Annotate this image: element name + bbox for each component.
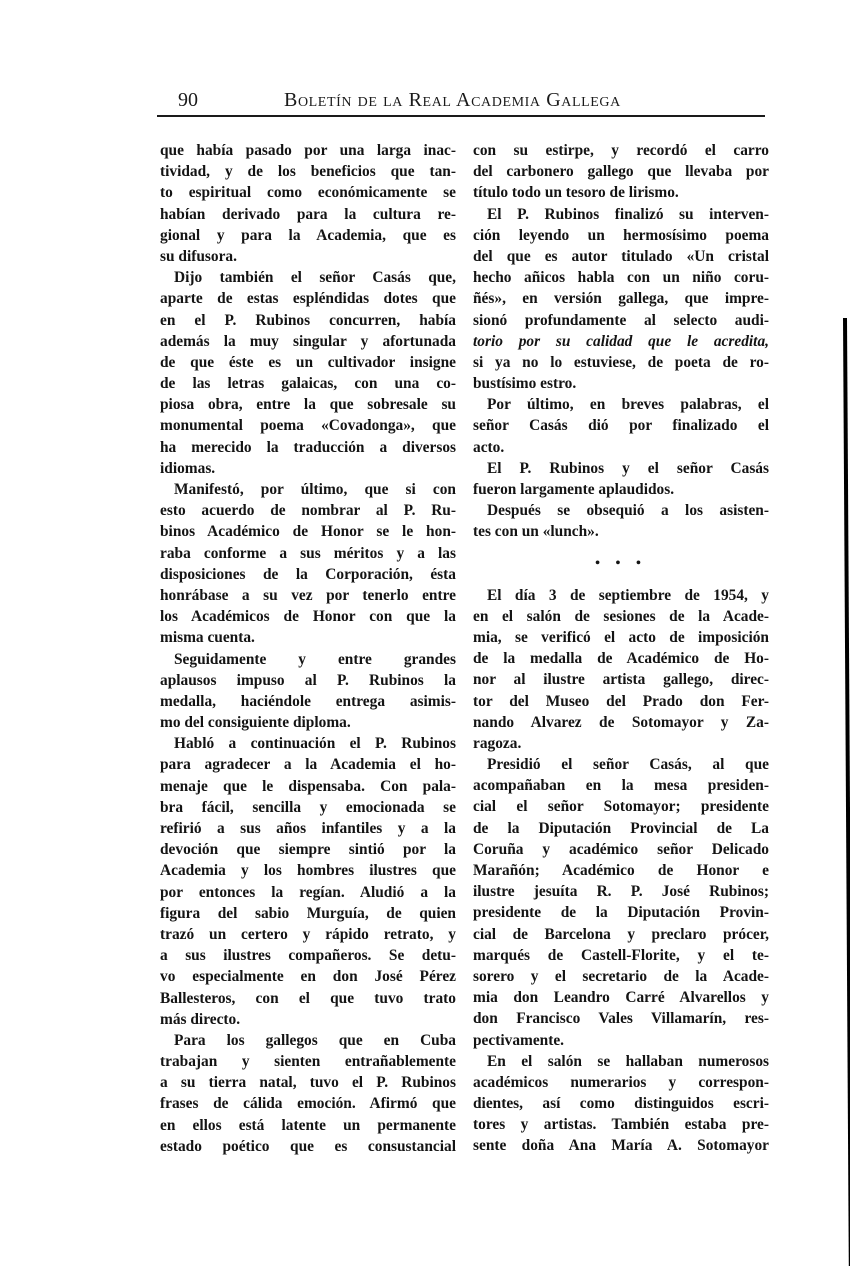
text-line: figura del sabio Murguía, de quien [160,904,456,922]
text-line: de la Diputación Provincial de La [473,819,769,837]
text-line: El P. Rubinos y el señor Casás [487,459,769,477]
text-line: marqués de Castell-Florite, y el te- [473,946,769,964]
text-line: trazó un certero y rápido retrato, y [160,925,456,943]
text-line: monumental poema «Covadonga», que [160,417,456,435]
text-line: si ya no lo estuviese, de poeta de ro- [473,353,769,371]
section-break-ornament: • • • [595,555,647,571]
text-line: de la medalla de Académico de Ho- [473,650,769,668]
text-line: El P. Rubinos finalizó su interven- [487,205,769,223]
right-column-part-1 [473,140,769,543]
text-line: esto acuerdo de nombrar al P. Ru- [160,502,456,520]
text-line: aparte de estas espléndidas dotes que [160,290,456,308]
text-line: de las letras galaicas, con una co- [160,375,456,393]
text-line: menaje que le dispensaba. Con pala- [160,777,456,795]
text-line: torio por su calidad que le acredita, [473,332,769,350]
text-line: trabajan y sienten entrañablemente [160,1053,456,1071]
text-line: cial de Barcelona y preclaro prócer, [473,925,769,943]
text-line: que había pasado por una larga inac- [160,142,456,159]
text-line: título todo un tesoro de lirismo. [473,184,679,202]
text-line: su difusora. [160,247,237,265]
text-line: de que éste es un cultivador insigne [160,353,456,371]
text-line: nando Alvarez de Sotomayor y Za- [473,713,769,731]
text-line: ñés», en versión gallega, que impre- [473,290,769,308]
text-line: El día 3 de septiembre de 1954, y [487,586,769,604]
text-line: ilustre jesuíta R. P. José Rubinos; [473,883,769,901]
text-line: sente doña Ana María A. Sotomayor [473,1137,769,1155]
text-line: to espiritual como económicamente se [160,184,456,202]
text-line: bra fácil, sencilla y emocionada se [160,798,456,816]
text-line: a su tierra natal, tuvo el P. Rubinos [160,1074,456,1092]
text-line: Dijo también el señor Casás que, [174,269,456,287]
text-line: piosa obra, entre la que sobresale su [160,396,456,414]
right-column [473,140,769,1157]
text-line: Seguidamente y entre grandes [174,650,456,668]
text-line: a sus ilustres compañeros. Se detu- [160,947,456,965]
text-line: más directo. [160,1010,241,1028]
scan-edge-line [843,318,850,1266]
text-line: hecho añicos habla con un niño coru- [473,269,769,287]
text-line: Ballesteros, con el que tuvo trato [160,989,456,1007]
text-line: por entonces la regían. Aludió a la [160,883,456,901]
text-line: raba conforme a sus méritos y a las [160,544,456,562]
text-line: con su estirpe, y recordó el carro [473,142,769,159]
text-line: frases de cálida emoción. Afirmó que [160,1095,456,1113]
text-line: Marañón; Académico de Honor e [473,862,769,879]
text-line: presidente de la Diputación Provin- [473,904,769,922]
text-line: dientes, así como distinguidos escri- [473,1095,769,1113]
text-line: refirió a sus años infantiles y a la [160,820,456,837]
text-line: Academia y los hombres ilustres que [160,862,456,880]
text-line: tes con un «lunch». [473,523,599,541]
text-line: fueron largamente aplaudidos. [473,481,675,498]
text-line: binos Académico de Honor se le hon- [160,523,456,541]
text-line: cial el señor Sotomayor; presidente [473,798,769,816]
text-line: mo del consiguiente diploma. [160,714,351,732]
text-line: Por último, en breves palabras, el [487,396,769,414]
page-number: 90 [178,89,198,111]
text-line: medalla, haciéndole entrega asimis- [160,692,456,710]
text-line: aplausos impuso al P. Rubinos la [160,671,456,689]
text-line: del que es autor titulado «Un cristal [473,247,769,265]
text-line: mia don Leandro Carré Alvarellos y [473,989,769,1007]
text-line: estado poético que es consustancial [160,1137,456,1155]
header-rule [157,115,765,117]
text-line: Presidió el señor Casás, al que [487,756,769,774]
text-line: bustísimo estro. [473,375,577,393]
text-line: en el salón de sesiones de la Acade- [473,607,769,625]
text-line: acto. [473,438,505,456]
text-line: sionó profundamente al selecto audi- [473,311,769,329]
text-line: Manifestó, por último, que si con [174,481,456,498]
text-line: En el salón se hallaban numerosos [487,1052,769,1070]
running-header [160,88,768,112]
text-line: pectivamente. [473,1031,565,1049]
text-line: en el P. Rubinos concurren, había [160,311,456,329]
text-line: ha merecido la traducción a diversos [160,438,456,456]
text-line: mia, se verificó el acto de imposición [473,628,769,646]
text-line: tividad, y de los beneficios que tan- [160,163,456,181]
text-line: académicos numerarios y correspon- [473,1073,769,1091]
text-line: del carbonero gallego que llevaba por [473,163,769,181]
right-column-part-2 [473,585,769,1157]
text-line: don Francisco Vales Villamarín, res- [473,1010,769,1028]
text-line: idiomas. [160,459,216,477]
text-line: señor Casás dió por finalizado el [473,417,769,435]
text-line: Coruña y académico señor Delicado [473,840,769,858]
text-line: vo especialmente en don José Pérez [160,968,456,986]
text-line: nor al ilustre artista gallego, direc- [473,671,769,689]
text-line: devoción que siempre sintió por la [160,841,456,859]
text-line: Después se obsequió a los asisten- [487,502,769,520]
text-line: tores y artistas. También estaba pre- [473,1116,769,1134]
text-line: los Académicos de Honor con que la [160,608,456,626]
running-title: Boletín de la Real Academia Gallega [284,89,621,111]
text-line: ción leyendo un hermosísimo poema [473,226,769,244]
text-line: disposiciones de la Corporación, ésta [160,565,456,583]
text-line: honrábase a su vez por tenerlo entre [160,586,456,604]
text-line: gional y para la Academia, que es [160,226,456,244]
text-line: acompañaban en la mesa presiden- [473,777,769,795]
text-line: Para los gallegos que en Cuba [174,1031,456,1049]
text-line: para agradecer a la Academia el ho- [160,756,456,774]
text-line: en ellos está latente un permanente [160,1116,456,1134]
text-line: misma cuenta. [160,629,255,647]
text-line: tor del Museo del Prado don Fer- [473,692,769,710]
text-line: sorero y el secretario de la Acade- [473,967,769,985]
text-line: habían derivado para la cultura re- [160,205,456,223]
text-line: Habló a continuación el P. Rubinos [174,735,456,753]
text-line: además la muy singular y afortunada [160,332,456,350]
text-line: ragoza. [473,734,522,752]
left-column [160,140,456,1157]
